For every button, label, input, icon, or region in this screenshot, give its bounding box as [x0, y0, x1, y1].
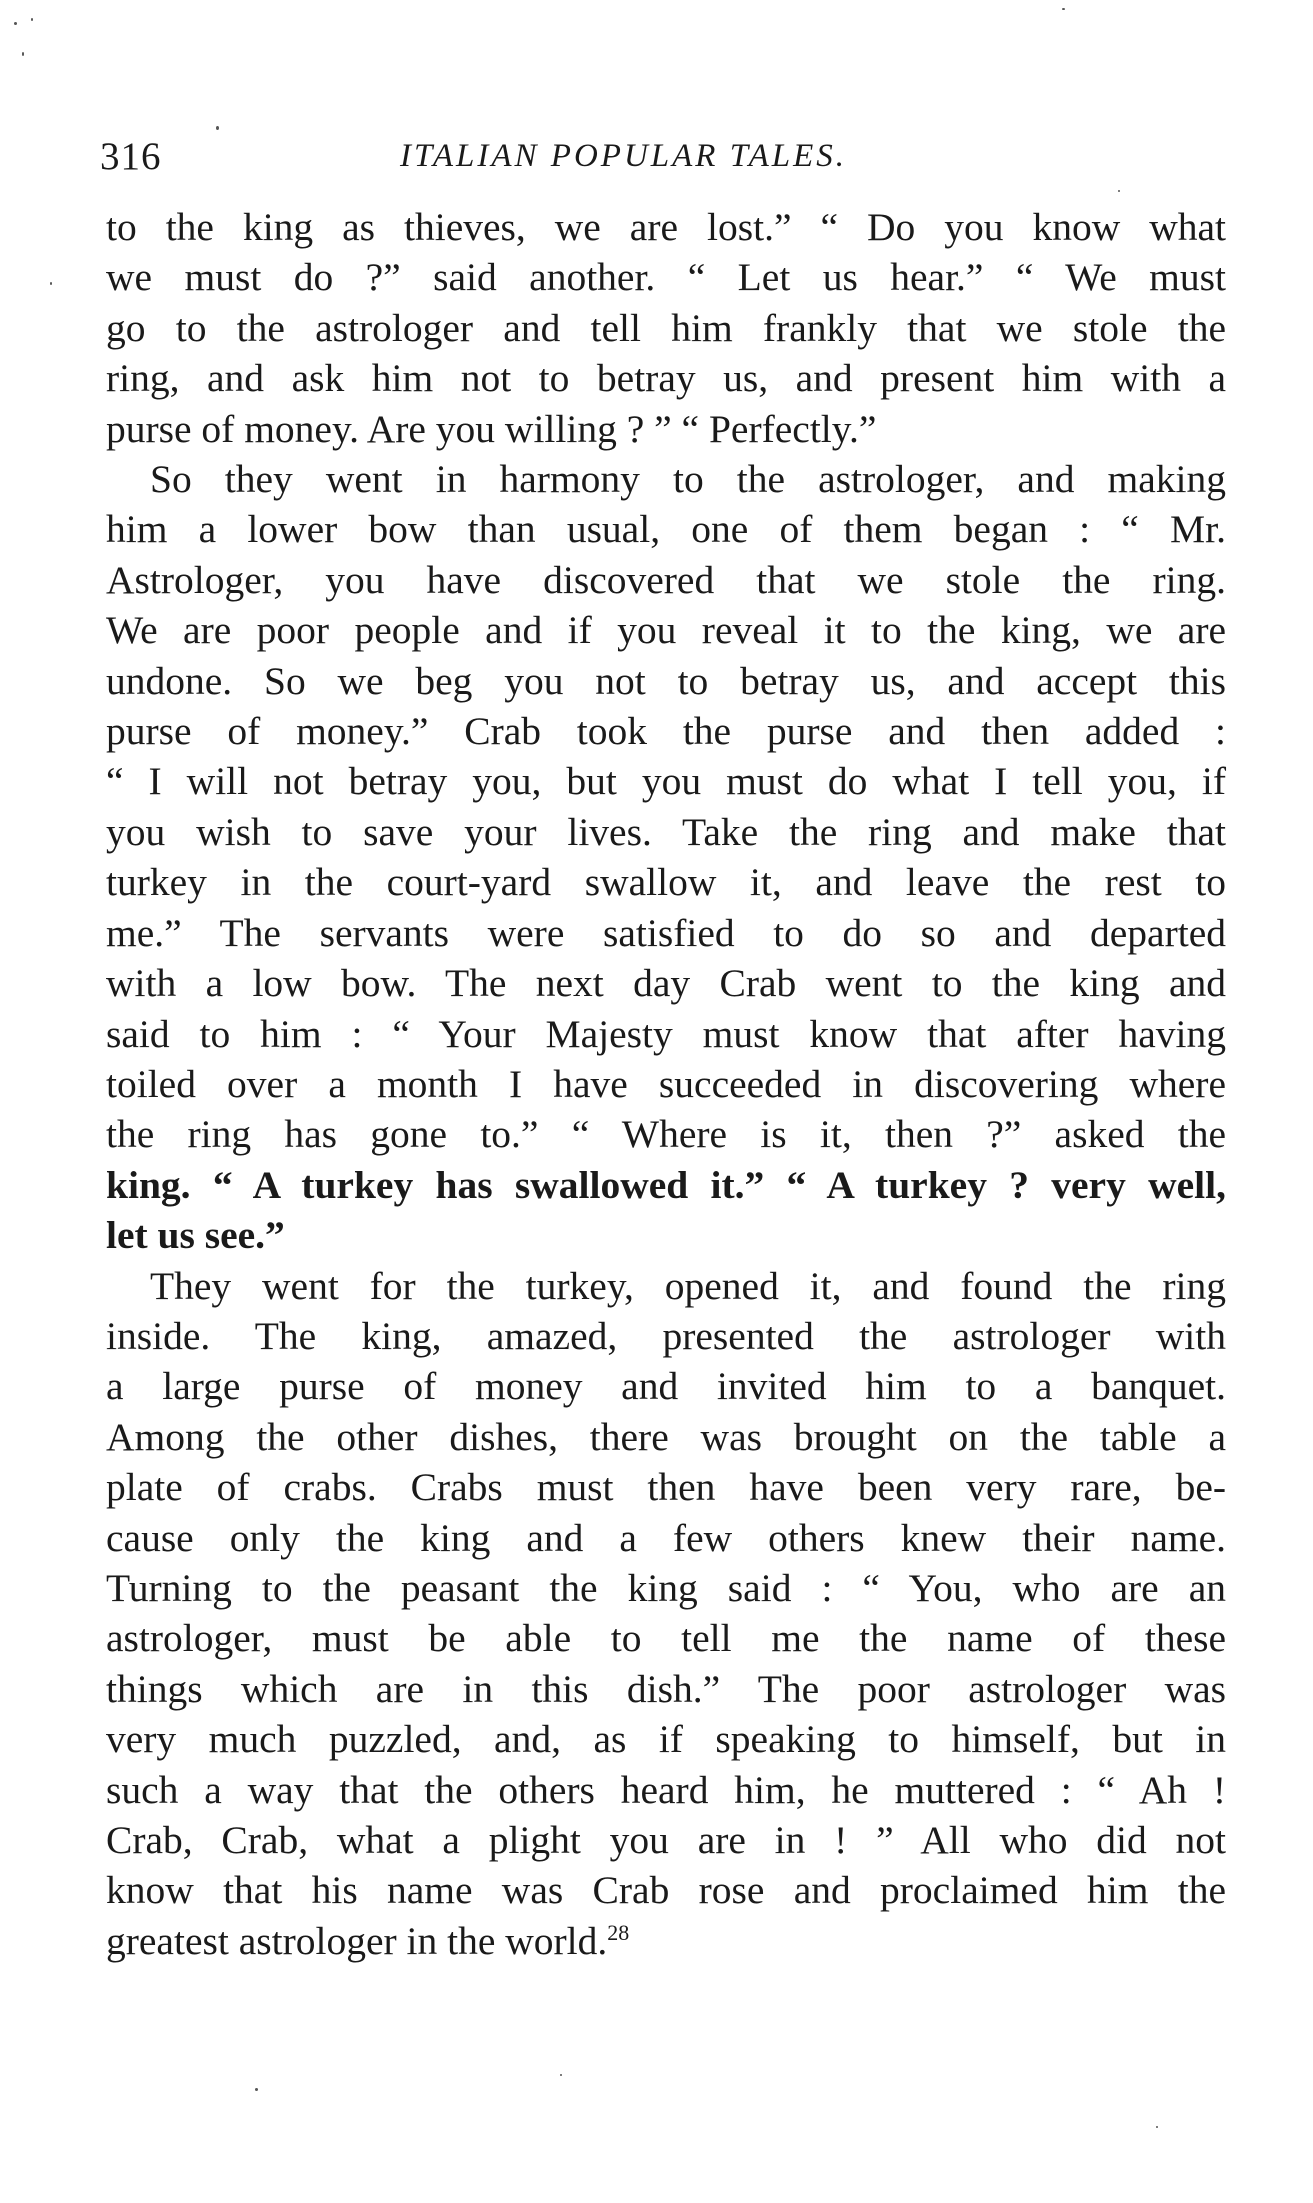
text-line: undone. So we beg you not to betray us, and accept this [106, 658, 1226, 703]
text-line: the ring has gone to.” “ Where is it, then ?” asked the [106, 1112, 1226, 1157]
text-line: turkey in the court-yard swallow it, and leave the rest to [106, 860, 1226, 905]
text-line: know that his name was Crab rose and proclaimed him the [106, 1868, 1226, 1913]
body-text [106, 202, 1226, 1966]
text-line: we must do ?” said another. “ Let us hear.” “ We must [106, 255, 1226, 300]
running-title: ITALIAN POPULAR TALES. [400, 138, 848, 174]
scan-speck [50, 282, 52, 285]
text-line: inside. The king, amazed, presented the astrologer with [106, 1313, 1226, 1358]
footnote-reference: 28 [607, 1919, 630, 1945]
text-line: such a way that the others heard him, he muttered : “ Ah ! [106, 1767, 1226, 1812]
text-line: me.” The servants were satisfied to do so and departed [106, 910, 1226, 955]
text-line: “ I will not betray you, but you must do what I tell you, if [106, 759, 1226, 804]
text-line: toiled over a month I have succeeded in discovering where [106, 1061, 1226, 1106]
text-line: So they went in harmony to the astrologer, and making [150, 457, 1226, 502]
text-line: ring, and ask him not to betray us, and present him with a [106, 356, 1226, 401]
text-line: let us see.” [106, 1213, 285, 1258]
text-line: with a low bow. The next day Crab went to the king and [106, 961, 1226, 1006]
scan-speck [216, 126, 219, 130]
paragraph-2 [106, 454, 1226, 1261]
scan-speck [255, 2088, 258, 2091]
page-number: 316 [100, 135, 162, 178]
scan-speck [1062, 8, 1065, 10]
text-line: things which are in this dish.” The poor astrologer was [106, 1666, 1226, 1711]
paragraph-1 [106, 202, 1226, 454]
text-line: Crab, Crab, what a plight you are in ! ” All who did not [106, 1818, 1226, 1862]
text-line-content: greatest astrologer in the world. [106, 1918, 608, 1963]
text-line: Astrologer, you have discovered that we stole the ring. [106, 557, 1226, 602]
scan-speck [1156, 2126, 1158, 2128]
text-line: go to the astrologer and tell him frankly that we stole the [106, 305, 1226, 350]
text-line: a large purse of money and invited him to a banquet. [106, 1364, 1226, 1409]
text-line: very much puzzled, and, as if speaking to himself, but in [106, 1717, 1226, 1762]
text-line: Turning to the peasant the king said : “ You, who are an [106, 1565, 1226, 1610]
text-line: We are poor people and if you reveal it to the king, we are [106, 608, 1226, 653]
text-line: you wish to save your lives. Take the ring and make that [106, 809, 1226, 854]
text-line: plate of crabs. Crabs must then have been very rare, be- [106, 1465, 1226, 1510]
text-line: purse of money. Are you willing ? ” “ Perfectly.” [106, 406, 877, 451]
text-line: king. “ A turkey has swallowed it.” “ A turkey ? very well, [106, 1162, 1226, 1207]
text-line: him a lower bow than usual, one of them began : “ Mr. [106, 507, 1226, 552]
scan-speck [31, 18, 33, 21]
text-line: cause only the king and a few others knew their name. [106, 1515, 1226, 1560]
scan-speck [14, 22, 17, 25]
text-line: purse of money.” Crab took the purse and then added : [106, 709, 1226, 754]
scan-speck [22, 52, 24, 56]
text-line: astrologer, must be able to tell me the name of these [106, 1616, 1226, 1661]
text-line: said to him : “ Your Majesty must know that after having [106, 1011, 1226, 1056]
text-line: to the king as thieves, we are lost.” “ Do you know what [106, 205, 1226, 249]
page-header [100, 134, 1230, 184]
text-line: They went for the turkey, opened it, and found the ring [150, 1263, 1226, 1308]
scan-speck [1118, 190, 1120, 192]
scan-speck [560, 2074, 562, 2076]
text-line [106, 1916, 1226, 1966]
paragraph-3 [106, 1261, 1226, 1967]
text-line: Among the other dishes, there was brought on the table a [106, 1414, 1226, 1459]
